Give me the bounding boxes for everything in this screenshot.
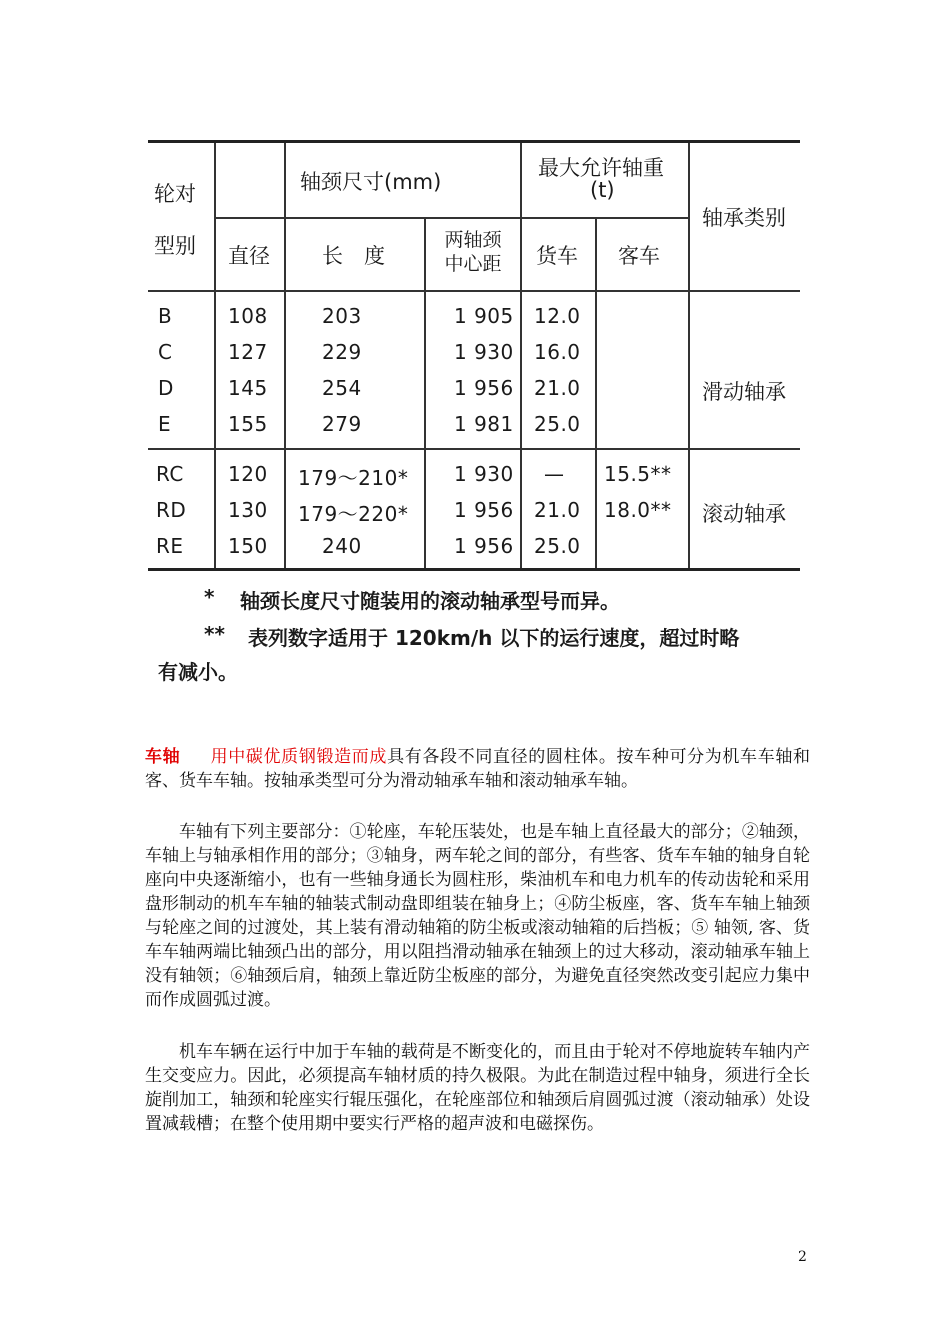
header-center-distance-2: 中心距	[444, 253, 502, 275]
row-type: RC	[156, 462, 184, 486]
row-type: RD	[156, 498, 187, 522]
row-length: 179～220*	[298, 502, 409, 526]
header-bearing-type: 轴承类别	[702, 206, 786, 230]
header-wheelset-type-2: 型别	[154, 234, 196, 258]
header-length: 长 度	[322, 244, 385, 268]
col-divider	[688, 143, 690, 568]
paragraph-axle-stress: 机车车辆在运行中加于车轴的载荷是不断变化的，而且由于轮对不停地旋转车轴内产生交变应力。因此，必须提高车轴材质的持久极限。为此在制造过程中轴身，须进行全长旋削加工，轴颈和轮座实行辊压强化，在轮座部位和轴颈后肩圆弧过渡（滚动轴承）处设置减载槽；在整个使用期中要实行严格的超声波和电磁探伤。	[145, 1042, 810, 1134]
paragraph-axle-parts: 车轴有下列主要部分：①轮座，车轮压装处，也是车轴上直径最大的部分；②轴颈，车轴上与轴承相作用的部分；③轴身，两车轮之间的部分，有些客、货车车轴的轴身自轮座向中央逐渐缩小，也有一些轴身通长为圆柱形，柴油机车和电力机车的传动齿轮和采用盘形制动的机车车轴的轴装式制动盘即组装在轴身上；④防尘板座，客、货车车轴上轴颈与轮座之间的过渡处，其上装有滑动轴箱的防尘板或滚动轴箱的后挡板；⑤ 轴领, 客、货车车轴两端比轴颈凸出的部分，用以阻挡滑动轴承在轴颈上的过大移动，滚动轴承车轴上没有轴领；⑥轴颈后肩，轴颈上靠近防尘板座的部分，为避免直径突然改变引起应力集中而作成圆弧过渡。	[145, 822, 810, 1010]
row-diameter: 108	[228, 304, 268, 328]
row-length: 240	[322, 534, 362, 558]
row-length: 254	[322, 376, 362, 400]
footnote-1-text: 轴颈长度尺寸随装用的滚动轴承型号而异。	[240, 589, 620, 613]
row-type: E	[158, 412, 172, 436]
row-length: 179～210*	[298, 466, 409, 490]
row-diameter: 150	[228, 534, 268, 558]
row-type: D	[158, 376, 174, 400]
row-freight: 25.0	[534, 412, 581, 436]
col-divider	[424, 217, 426, 568]
header-freight: 货车	[536, 244, 578, 268]
row-type: C	[158, 340, 173, 364]
bearing-rolling: 滚动轴承	[702, 502, 786, 526]
term-definition-highlight: 用中碳优质钢锻造而成	[210, 747, 388, 767]
row-center: 1 905	[454, 304, 514, 328]
page-number: 2	[798, 1249, 807, 1265]
row-diameter: 120	[228, 462, 268, 486]
col-divider	[214, 143, 216, 568]
row-freight: 25.0	[534, 534, 581, 558]
col-divider	[284, 143, 286, 568]
paragraph-1-rest: 具有各段不同直径的圆柱体。按车种可分为机车车轴和客、货车车轴。按轴承类型可分为滑动轴承车轴和滚动轴承车轴。	[145, 747, 811, 791]
row-diameter: 145	[228, 376, 268, 400]
col-divider	[520, 143, 522, 568]
row-passenger: 15.5**	[604, 462, 672, 486]
header-diameter: 直径	[228, 244, 270, 268]
row-center: 1 981	[454, 412, 514, 436]
term-axle: 车轴	[145, 747, 181, 767]
row-diameter: 130	[228, 498, 268, 522]
row-freight: 12.0	[534, 304, 581, 328]
row-center: 1 956	[454, 376, 514, 400]
header-max-load: 最大允许轴重	[538, 156, 664, 180]
row-center: 1 930	[454, 340, 514, 364]
header-divider	[214, 217, 688, 219]
row-type: B	[158, 304, 173, 328]
row-center: 1 930	[454, 462, 514, 486]
row-type: RE	[156, 534, 184, 558]
row-length: 203	[322, 304, 362, 328]
row-length: 279	[322, 412, 362, 436]
row-freight: 21.0	[534, 498, 581, 522]
table-bottom-rule	[148, 568, 800, 571]
header-center-distance-1: 两轴颈	[444, 229, 502, 251]
row-center: 1 956	[454, 498, 514, 522]
footnote-2-continued: 有减小。	[158, 660, 238, 684]
row-diameter: 127	[228, 340, 268, 364]
paragraph-axle-definition	[145, 745, 810, 793]
footnote-2-text: 表列数字适用于 120km/h 以下的运行速度，超过时略	[248, 626, 740, 650]
header-passenger: 客车	[618, 244, 660, 268]
header-journal-size: 轴颈尺寸(mm)	[300, 170, 442, 194]
row-diameter: 155	[228, 412, 268, 436]
row-passenger: 18.0**	[604, 498, 672, 522]
bearing-sliding: 滑动轴承	[702, 380, 786, 404]
col-divider	[595, 217, 597, 568]
header-center-distance	[440, 228, 506, 276]
row-freight: —	[544, 462, 565, 486]
header-wheelset-type: 轮对	[154, 182, 196, 206]
header-bottom-rule	[148, 290, 800, 292]
row-center: 1 956	[454, 534, 514, 558]
footnote-2-mark: **	[204, 622, 225, 646]
header-max-load-unit: (t)	[590, 178, 615, 202]
group-divider	[148, 448, 800, 450]
footnote-1-mark: *	[204, 585, 215, 609]
table-top-rule	[148, 140, 800, 143]
row-length: 229	[322, 340, 362, 364]
row-freight: 21.0	[534, 376, 581, 400]
row-freight: 16.0	[534, 340, 581, 364]
